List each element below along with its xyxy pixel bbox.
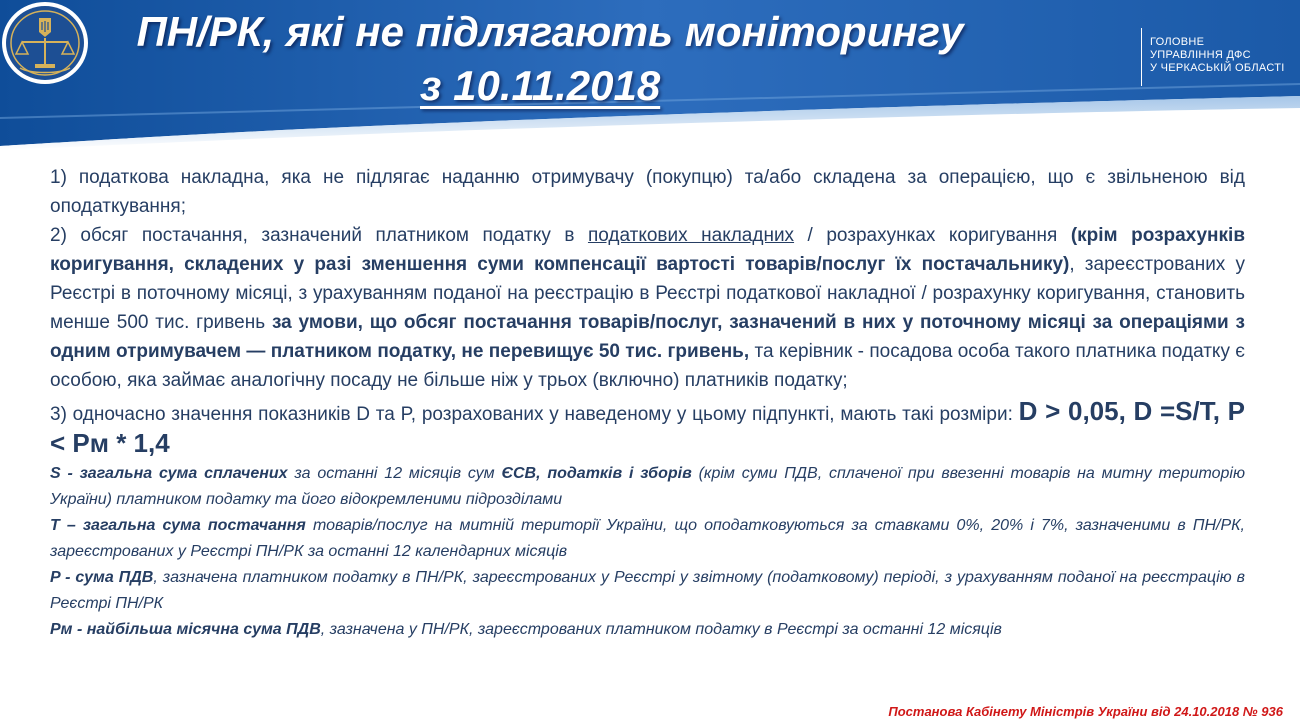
footer-source-reference: Постанова Кабінету Міністрів України від 24.10.2018 № 936 [888, 704, 1283, 719]
definition-term: S - загальна сума сплачених [50, 465, 288, 482]
item-2-part-4: та керівник - посадова особа такого платника податку є особою, яка займає аналогічну посаду не більше ніж у трьох (включно) платників податку; [50, 341, 1245, 391]
header-banner [0, 0, 1300, 150]
page-title: ПН/РК, які не підлягають моніторингу [136, 8, 964, 55]
item-2-part-1: 2) обсяг постачання, зазначений платником податку в [50, 225, 588, 246]
org-line-2: УПРАВЛІННЯ ДФС [1150, 49, 1251, 61]
definition-term: Pм - найбільша місячна сума ПДВ [50, 621, 321, 638]
item-3-formula: D > 0,05, D =S/T, P < Pм * 1,4 [50, 396, 1245, 458]
item-2-bold-1: (крім розрахунків коригування, складених у разі зменшення суми компенсації вартості товарів/послуг їх постачальнику) [50, 225, 1245, 275]
dfs-emblem-icon [0, 0, 90, 86]
page-subtitle-date: з 10.11.2018 [420, 62, 661, 109]
org-divider [1141, 28, 1142, 86]
item-3 [50, 397, 1245, 461]
item-3-text: 3) одночасно значення показників D та P, розрахованих у наведеному у цьому підпункті, мають такі розміри: [50, 404, 1019, 425]
definition-term: P - сума ПДВ [50, 569, 154, 586]
item-2 [50, 221, 1245, 395]
organization-name [1150, 36, 1285, 75]
org-line-3: У ЧЕРКАСЬКІЙ ОБЛАСТІ [1150, 62, 1285, 74]
slide-content [50, 163, 1245, 643]
definition-p: P - сума ПДВ, зазначена платником податку в ПН/РК, зареєстрованих у Реєстрі у звітному (податковому) періоді, з урахуванням поданої на реєстрацію в Реєстрі ПН/РК [50, 569, 1246, 612]
item-1: 1) податкова накладна, яка не підлягає наданню отримувачу (покупцю) та/або складена за операцією, що є звільненою від оподаткування; [50, 167, 1245, 217]
definition-pm: Pм - найбільша місячна сума ПДВ, зазначена у ПН/РК, зареєстрованих платником податку в Реєстрі за останні 12 місяців [50, 621, 1002, 638]
item-2-underlined-term: податкових накладних [587, 225, 795, 246]
definition-t: T – загальна сума постачання товарів/послуг на митній території України, що оподатковуються за ставками 0%, 20% і 7%, зазначеними в ПН/РК, зареєстрованих у Реєстрі ПН/РК за останні 12 календарних місяців [50, 517, 1245, 560]
org-line-1: ГОЛОВНЕ [1150, 36, 1205, 48]
item-2-bold-2: за умови, що обсяг постачання товарів/послуг, зазначений в них у поточному місяці за операціями з одним отримувачем — платником податку, не перевищує 50 тис. гривень, [50, 312, 1246, 362]
item-2-part-2: / розрахунках коригування [794, 225, 1071, 246]
definition-s: S - загальна сума сплачених за останні 12 місяців сум ЄСВ, податків і зборів (крім суми ПДВ, сплаченої при ввезенні товарів на митну територію України) платником податку та його відокремленими підрозділами [50, 465, 1246, 508]
item-2-part-3: , зареєстрованих у Реєстрі в поточному місяці, з урахуванням поданої на реєстрацію в Реєстрі податкової накладної / розрахунку коригування, становить менше 500 тис. гривень [50, 254, 1245, 333]
definition-term: T – загальна сума постачання [50, 517, 306, 534]
definitions-list [50, 461, 1245, 643]
